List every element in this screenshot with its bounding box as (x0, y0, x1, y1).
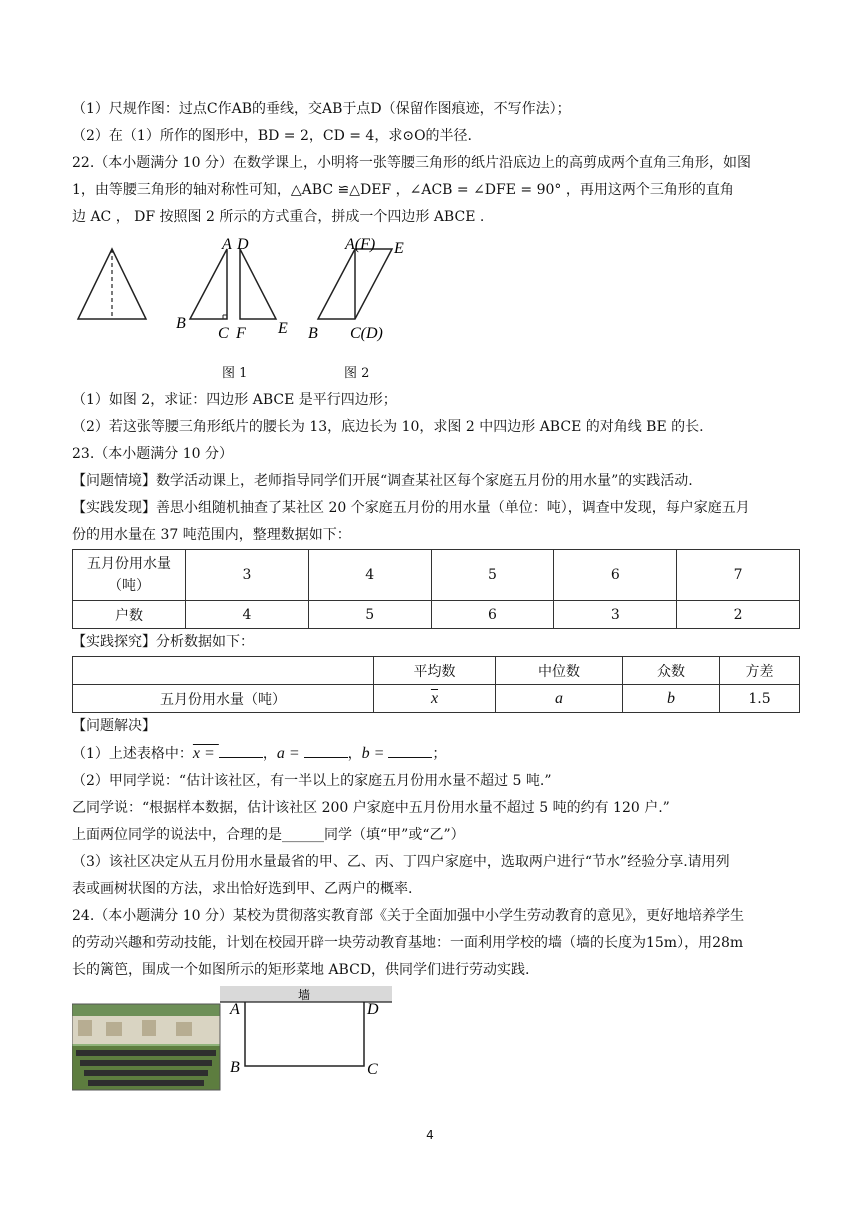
garden-label-C: C (367, 1061, 378, 1078)
table-cell-median: a (496, 685, 623, 713)
table-header: 中位数 (496, 657, 623, 685)
isosceles-triangle-figure (78, 249, 146, 319)
median-symbol: a = (276, 745, 304, 762)
table-cell (73, 657, 374, 685)
table-row (73, 601, 800, 629)
table-cell: 5 (431, 550, 554, 601)
figure2-parallelogram (308, 237, 404, 342)
table-header: 平均数 (374, 657, 496, 685)
table-row-header: 五月份用水量 （吨） (73, 550, 186, 601)
q22-intro-line1: 22.（本小题满分 10 分）在数学课上，小明将一张等腰三角形的纸片沿底边上的高剪成两个直角三角形，如图 (72, 155, 751, 171)
table-row-header: 户数 (73, 601, 186, 629)
fig1-label-D: D (237, 237, 249, 253)
garden-label-D: D (367, 1001, 379, 1018)
table-cell-mean: $\overline{x}$ (374, 685, 496, 713)
q22-part2: （2）若这张等腰三角形纸片的腰长为 13，底边长为 10，求图 2 中四边形 ABCE 的对角线 BE 的长. (72, 419, 704, 435)
table-cell: 4 (308, 550, 431, 601)
mode-symbol: b = (361, 745, 389, 762)
statistics-table (72, 656, 800, 713)
garden-diagram (220, 986, 392, 1078)
fig2-label-CD: C(D) (350, 325, 383, 342)
table-cell: 4 (186, 601, 309, 629)
table-cell: 6 (554, 550, 677, 601)
q24-figure (72, 984, 800, 1104)
figure2-caption: 图 2 (344, 366, 370, 381)
fig1-label-E: E (278, 320, 288, 337)
q22-intro-line3: 边 AC ， DF 按照图 2 所示的方式重合，拼成一个四边形 ABCE . (72, 209, 485, 225)
figure1-triangles (176, 237, 288, 342)
q23-part3-line2: 表或画树状图的方法，求出恰好选到甲、乙两户的概率. (72, 881, 413, 897)
wall-label: 墙 (298, 988, 311, 1002)
q24-line3: 长的篱笆，围成一个如图所示的矩形菜地 ABCD，供同学们进行劳动实践. (72, 962, 530, 978)
q22-intro-line2: 1，由等腰三角形的轴对称性可知，△ABC ≌△DEF ，∠ACB = ∠DFE = 90° ，再用这两个三角形的直角 (72, 182, 734, 198)
table-cell: 5 (308, 601, 431, 629)
fig2-label-B: B (308, 325, 318, 342)
q23-discovery-line1: 【实践发现】善思小组随机抽查了某社区 20 个家庭五月份的用水量（单位：吨），调查中发现，每户家庭五月 (72, 500, 750, 516)
q23-part3-line1: （3）该社区决定从五月份用水量最省的甲、乙、丙、丁四户家庭中，选取两户进行“节水”经验分享.请用列 (72, 854, 730, 870)
garden-illustration (72, 1004, 220, 1090)
garden-figure-svg (72, 984, 412, 1102)
fig1-label-F: F (236, 325, 246, 342)
fig2-label-E: E (394, 240, 404, 257)
figure1-caption: 图 1 (222, 366, 248, 381)
q24-line1: 24.（本小题满分 10 分）某校为贯彻落实教育部《关于全面加强中小学生劳动教育的意见》，更好地培养学生 (72, 908, 744, 924)
table-header: 方差 (720, 657, 800, 685)
fig2-label-AF: A(F) (345, 237, 376, 253)
table-row (73, 657, 800, 685)
page-number: 4 (426, 1128, 434, 1142)
table-cell: 3 (186, 550, 309, 601)
q23-part2-line1: （2）甲同学说：“估计该社区，有一半以上的家庭五月份用水量不超过 5 吨.” (72, 773, 552, 789)
q22-figures (72, 237, 800, 387)
table-row-header: 五月份用水量（吨） (73, 685, 374, 713)
table-row (73, 685, 800, 713)
table-row (73, 550, 800, 601)
garden-label-B: B (230, 1059, 240, 1076)
q23-situation: 【问题情境】数学活动课上，老师指导同学们开展“调查某社区每个家庭五月份的用水量”的实践活动. (72, 473, 693, 489)
q23-discovery-line2: 份的用水量在 37 吨范围内，整理数据如下： (72, 527, 351, 543)
answer-blank-median[interactable] (304, 743, 348, 758)
q21-part1: （1）尺规作图：过点C作AB的垂线，交AB于点D（保留作图痕迹，不写作法）； (72, 101, 571, 117)
table-cell: 7 (677, 550, 800, 601)
table-cell-variance: 1.5 (720, 685, 800, 713)
q23-explore: 【实践探究】分析数据如下： (72, 634, 254, 650)
q23-part2-line2: 乙同学说：“根据样本数据，估计该社区 200 户家庭中五月份用水量不超过 5 吨的约有 120 户.” (72, 800, 670, 816)
answer-blank-mode[interactable] (388, 743, 432, 758)
garden-label-A: A (230, 1001, 240, 1018)
table-cell: 2 (677, 601, 800, 629)
exam-page (72, 96, 800, 1104)
mean-symbol: x = (192, 745, 219, 762)
q23-part2-line3: 上面两位同学的说法中，合理的是______同学（填“甲”或“乙”） (72, 827, 465, 843)
q23-header: 23.（本小题满分 10 分） (72, 446, 233, 462)
table-header: 众数 (623, 657, 720, 685)
table-cell: 3 (554, 601, 677, 629)
fig1-label-A: A (222, 237, 232, 253)
fig1-label-B: B (176, 315, 186, 332)
q23-part1: （1）上述表格中：x = ，a = ，b = ； (72, 745, 447, 762)
q23-solve: 【问题解决】 (72, 718, 156, 734)
answer-blank-mean[interactable] (219, 743, 263, 758)
q21-part2: （2）在（1）所作的图形中，BD = 2，CD = 4，求⊙O的半径. (72, 128, 472, 144)
fig1-label-C: C (218, 325, 229, 342)
table-cell: 6 (431, 601, 554, 629)
q24-line2: 的劳动兴趣和劳动技能，计划在校园开辟一块劳动教育基地：一面利用学校的墙（墙的长度为15m），用28m (72, 935, 744, 951)
table-cell-mode: b (623, 685, 720, 713)
q22-part1: （1）如图 2，求证：四边形 ABCE 是平行四边形； (72, 392, 397, 408)
water-usage-table (72, 549, 800, 629)
